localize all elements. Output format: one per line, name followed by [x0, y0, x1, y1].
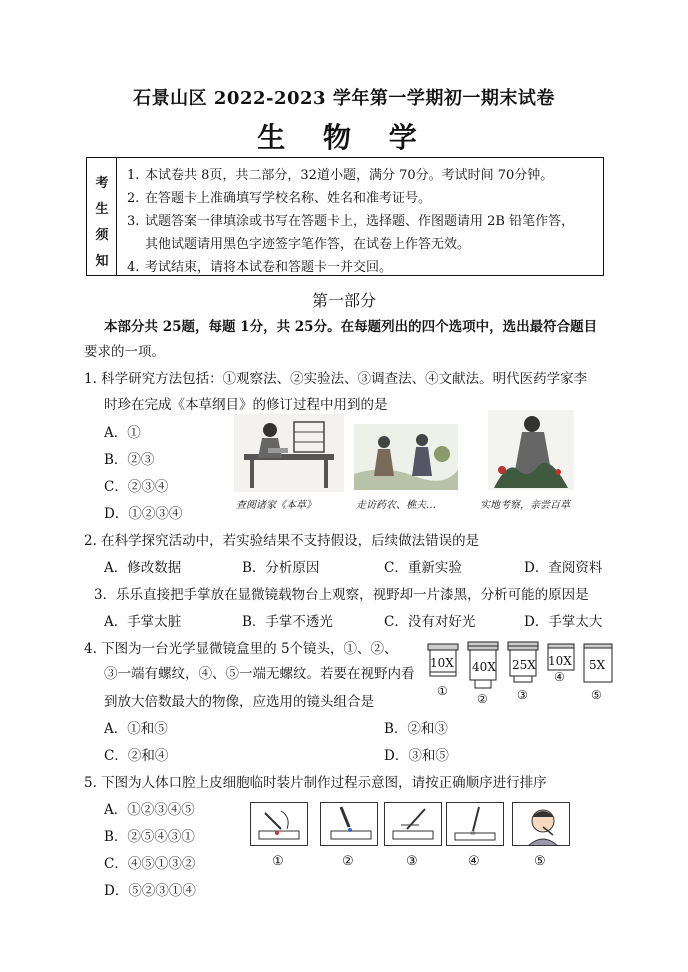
- lens-2-mag: 40X: [472, 660, 496, 674]
- q3-option-a[interactable]: A．手掌太脏: [104, 614, 182, 630]
- step-1-label: ①: [272, 854, 284, 869]
- step-5-image: [512, 802, 570, 846]
- q5-option-d[interactable]: D．⑤②③①④: [104, 883, 196, 899]
- q3-stem: 3．乐乐直接把手掌放在显微镜载物台上观察，视野却一片漆黑，分析可能的原因是: [94, 587, 589, 603]
- q1-option-c[interactable]: C．②③④: [104, 479, 169, 495]
- q1-illustration-reading: [234, 414, 344, 492]
- q2-option-a[interactable]: A．修改数据: [104, 560, 182, 576]
- notice-side-char: 考: [95, 176, 109, 191]
- q3-option-c[interactable]: C．没有对好光: [384, 614, 476, 630]
- q5-option-a[interactable]: A．①②③④⑤: [104, 802, 195, 818]
- q5-option-b[interactable]: B．②⑤④③①: [104, 829, 195, 845]
- step-3-image: [384, 802, 442, 846]
- step-3-label: ③: [406, 854, 418, 869]
- q4-stem-line3: 到放大倍数最大的物像，应选用的镜头组合是: [104, 694, 374, 710]
- notice-side-char: 生: [95, 202, 109, 217]
- q1-option-b[interactable]: B．②③: [104, 452, 155, 468]
- q1-caption-3: 实地考察，亲尝百草: [480, 500, 570, 511]
- subject-title: 生 物 学: [257, 121, 431, 154]
- q4-stem-line2: ③一端有螺纹，④、⑤一端无螺纹。若要在视野内看: [104, 666, 415, 682]
- step-2-label: ②: [342, 854, 354, 869]
- notice-item: 3. 试题答案一律填涂或书写在答题卡上，选择题、作图题请用 2B 铅笔作答，: [127, 214, 575, 229]
- q2-option-b[interactable]: B．分析原因: [242, 560, 320, 576]
- q5-stem: 5. 下图为人体口腔上皮细胞临时装片制作过程示意图，请按正确顺序进行排序: [84, 775, 547, 791]
- step-5-label: ⑤: [534, 854, 546, 869]
- step-4-label: ④: [468, 854, 480, 869]
- q1-caption-2: 走访药农、樵夫…: [356, 500, 436, 511]
- candidate-notice-box: [86, 157, 604, 276]
- q4-option-c[interactable]: C．②和④: [104, 748, 169, 764]
- lens-3-num: ③: [517, 688, 528, 702]
- part-intro-line1: 本部分共 25题，每题 1分，共 25分。在每题列出的四个选项中，选出最符合题目: [104, 319, 598, 335]
- q4-option-a[interactable]: A．①和⑤: [104, 721, 168, 737]
- q1-stem-line2: 时珍在完成《本草纲目》的修订过程中用到的是: [104, 397, 388, 413]
- q5-option-c[interactable]: C．④⑤①③②: [104, 856, 196, 872]
- q1-illustration-field-study: [488, 410, 574, 490]
- part-heading: 第一部分: [311, 291, 376, 310]
- q4-stem-line1: 4. 下图为一台光学显微镜盒里的 5个镜头，①、②、: [84, 641, 398, 657]
- q3-option-d[interactable]: D．手掌太大: [524, 614, 603, 630]
- notice-item: 1. 本试卷共 8页，共二部分，32道小题，满分 70分。考试时间 70分钟。: [127, 168, 554, 183]
- q1-caption-1: 查阅诸家《本草》: [236, 500, 316, 511]
- q1-option-d[interactable]: D．①②③④: [104, 506, 183, 522]
- step-2-image: [320, 802, 378, 846]
- notice-item: 2. 在答题卡上准确填写学校名称、姓名和准考证号。: [127, 191, 432, 206]
- q4-option-d[interactable]: D．③和⑤: [384, 748, 449, 764]
- lens-4-num: ④: [554, 670, 565, 684]
- q3-option-b[interactable]: B．手掌不透光: [242, 614, 333, 630]
- notice-side-label: [87, 158, 117, 275]
- lens-1-mag: 10X: [430, 656, 454, 670]
- q2-option-c[interactable]: C．重新实验: [384, 560, 462, 576]
- lens-1-num: ①: [437, 684, 448, 698]
- notice-side-char: 须: [95, 228, 109, 243]
- exam-title: 石景山区 2022-2023 学年第一学期初一期末试卷: [133, 88, 555, 109]
- lens-3-mag: 25X: [512, 658, 536, 672]
- lens-4-mag: 10X: [548, 654, 572, 668]
- q1-option-a[interactable]: A．①: [104, 425, 141, 441]
- notice-side-char: 知: [95, 254, 109, 269]
- lens-5-num: ⑤: [591, 688, 602, 702]
- part-intro-line2: 要求的一项。: [84, 344, 165, 360]
- lens-5-mag: 5X: [589, 658, 606, 672]
- lens-2-num: ②: [477, 692, 488, 706]
- step-4-image: [446, 802, 504, 846]
- q2-option-d[interactable]: D．查阅资料: [524, 560, 603, 576]
- step-1-image: [250, 802, 308, 846]
- notice-item: 其他试题请用黑色字迹签字笔作答，在试卷上作答无效。: [145, 237, 471, 252]
- notice-item: 4. 考试结束，请将本试卷和答题卡一并交回。: [127, 260, 393, 275]
- q1-illustration-visiting: [354, 424, 458, 490]
- q1-stem-line1: 1. 科学研究方法包括：①观察法、②实验法、③调查法、④文献法。明代医药学家李: [84, 371, 588, 387]
- q4-option-b[interactable]: B．②和③: [384, 721, 448, 737]
- q2-stem: 2. 在科学探究活动中，若实验结果不支持假设，后续做法错误的是: [84, 533, 480, 549]
